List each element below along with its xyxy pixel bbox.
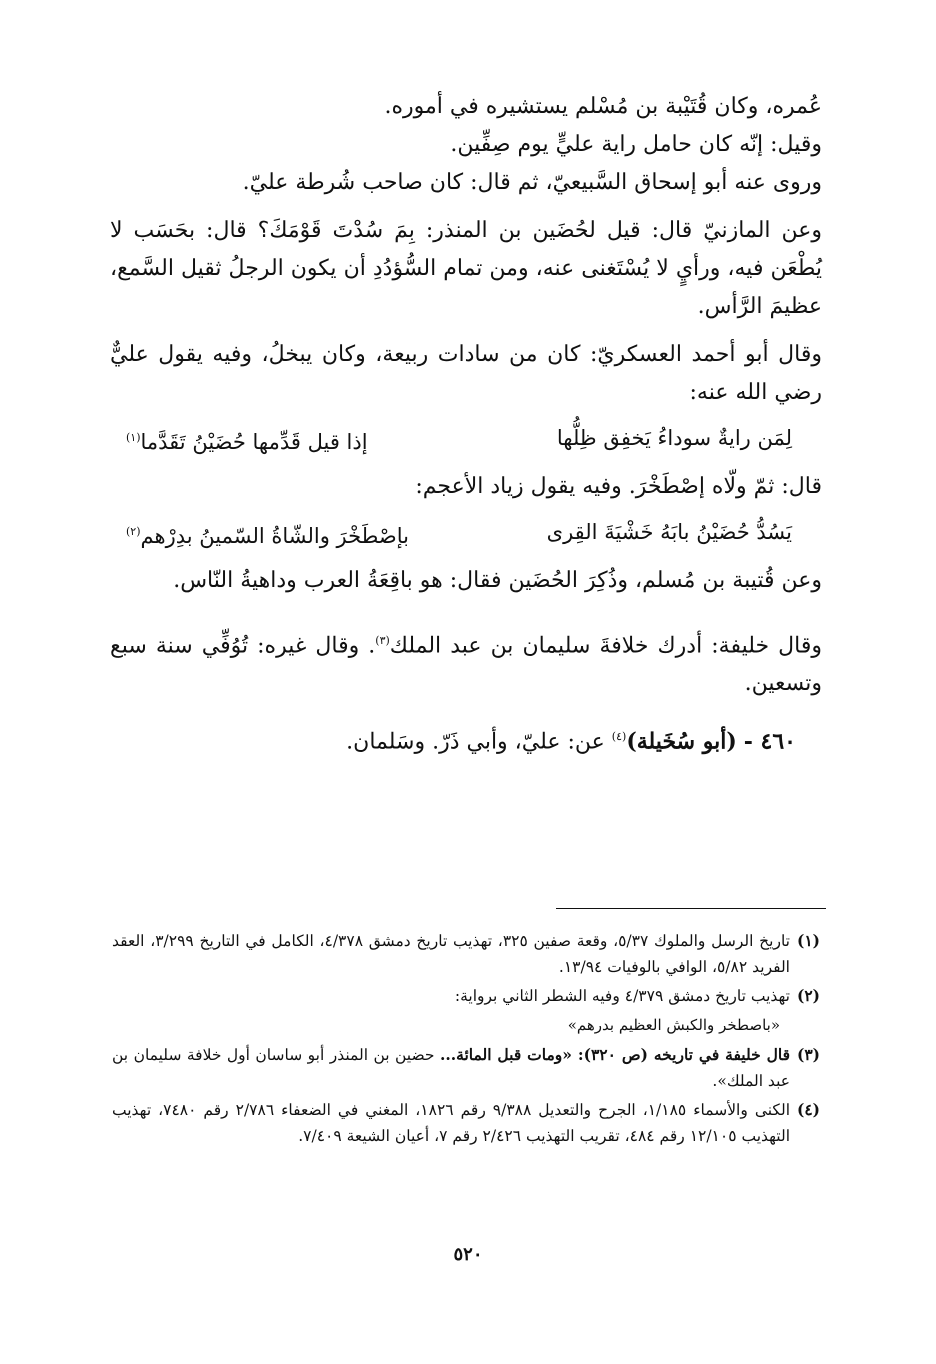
paragraph-khalifa-part-a: وقال خليفة: أدرك خلافةَ سليمان بن عبد الملك: [389, 633, 822, 659]
verse-1-second-hemistich: [114, 418, 368, 462]
verse-2-second-text: بإصْطَخْرَ والشّاةُ السّمينُ بدِرْهم: [140, 524, 409, 548]
footnote-text: تاريخ الرسل والملوك ٥/٣٧، وقعة صفين ٣٢٥، تهذيب تاريخ دمشق ٤/٣٧٨، الكامل في التاريخ ٣/٢٩٩، العقد الفريد ٥/٨٢، الوافي بالوفيات ١٣/٩٤.: [112, 932, 790, 976]
footnote-number: (٢): [796, 986, 820, 1005]
footnote-number: (١): [796, 931, 820, 950]
verse-1-first-hemistich: لِمَن رايةٌ سوداءُ يَخفِق ظِلُّها: [556, 426, 792, 450]
footnote-3: [112, 1042, 820, 1094]
footnote-number: (٣): [796, 1045, 820, 1064]
footnote-separator: [556, 908, 826, 909]
verse-2-first-hemistich: يَسُدُّ حُضَيْنُ بابَهُ خَشْيَةَ القِرى: [546, 520, 792, 544]
paragraph-qutayba: وعن قُتيبة بن مُسلم، وذُكِرَ الحُضَين فقال: هو باقِعَةُ العرب وداهيةُ النّاس.: [173, 568, 822, 593]
footnote-ref-1: (١): [126, 431, 141, 444]
page-number: ٥٢٠: [453, 1244, 483, 1265]
verse-2-second-hemistich: [114, 512, 409, 556]
entry-460: [110, 717, 822, 762]
body-line-3: وروى عنه أبو إسحاق السَّبيعيّ، ثم قال: كان صاحب شُرطة عليّ.: [242, 170, 822, 195]
verse-2: [110, 506, 822, 562]
footnote-2-quote: «باصطخر والكبش العظيم بدرهم»: [567, 1016, 780, 1034]
footnote-3-lead: قال خليفة في تاريخه (ص ٣٢٠): «ومات قبل المائة...: [439, 1045, 791, 1064]
footnote-2: [112, 983, 820, 1009]
paragraph-askari: وقال أبو أحمد العسكريّ: كان من سادات ربيعة، وكان يبخلُ، وفيه يقول عليٌّ رضي الله عنه:: [110, 342, 822, 405]
verse-1-second-text: إذا قيل قَدِّمها حُضَيْنُ تَقَدَّما: [140, 430, 368, 454]
footnote-1: [112, 928, 820, 980]
paragraph-mazini: وعن المازنيّ قال: قيل لحُضَين بن المنذر: بِمَ سُدْتَ قَوْمَكَ؟ قال: بحَسَب لا يُطْعَن فيه، ورأيٍ لا يُسْتَغنى عنه، ومن تمام السُّؤدُدِ أن يكون الرجلُ ثقيل السَّمع، عظيمَ الرَّأس.: [110, 218, 822, 319]
footnote-3-rest: حضين بن المنذر أبو ساسان أول خلافة سليمان بن عبد الملك».: [112, 1046, 790, 1090]
body-line-1: عُمره، وكان قُتَيْبة بن مُسْلم يستشيره في أموره.: [384, 94, 822, 119]
paragraph-istakhr: قال: ثمّ ولّاه إصْطَخْرَ. وفيه يقول زياد الأعجم:: [415, 474, 822, 499]
footnote-ref-3: (٣): [375, 634, 390, 647]
entry-name: (أبو سُخَيلة): [626, 728, 737, 755]
footnotes: [112, 928, 820, 1152]
footnote-ref-4: (٤): [611, 730, 627, 744]
entry-number: ٤٦٠ -: [743, 728, 796, 755]
paragraph-khalifa: [110, 622, 822, 703]
footnote-ref-2: (٢): [126, 525, 141, 538]
entry-text: عن: عليّ، وأبي ذَرّ. وسَلمان.: [346, 729, 612, 755]
main-text: [110, 88, 822, 763]
paragraph-khalifa-part-b: . وقال غيره: تُوُفِّي سنة سبع وتسعين.: [110, 633, 822, 697]
footnote-text: [112, 1042, 790, 1094]
body-line-2: وقيل: إنّه كان حامل راية عليٍّ يوم صِفِّين.: [450, 132, 822, 157]
verse-1: [110, 412, 822, 468]
footnote-text: تهذيب تاريخ دمشق ٤/٣٧٩ وفيه الشطر الثاني برواية:: [454, 987, 790, 1005]
footnote-number: (٤): [796, 1100, 820, 1119]
footnote-text: الكنى والأسماء ١/١٨٥، الجرح والتعديل ٩/٣٨٨ رقم ١٨٢٦، المغني في الضعفاء ٢/٧٨٦ رقم ٧٤٨٠، تهذيب التهذيب ١٢/١٠٥ رقم ٤٨٤، تقريب التهذيب ٢/٤٢٦ رقم ٧، أعيان الشيعة ٧/٤٠٩.: [112, 1101, 791, 1145]
footnote-4: [112, 1097, 820, 1149]
